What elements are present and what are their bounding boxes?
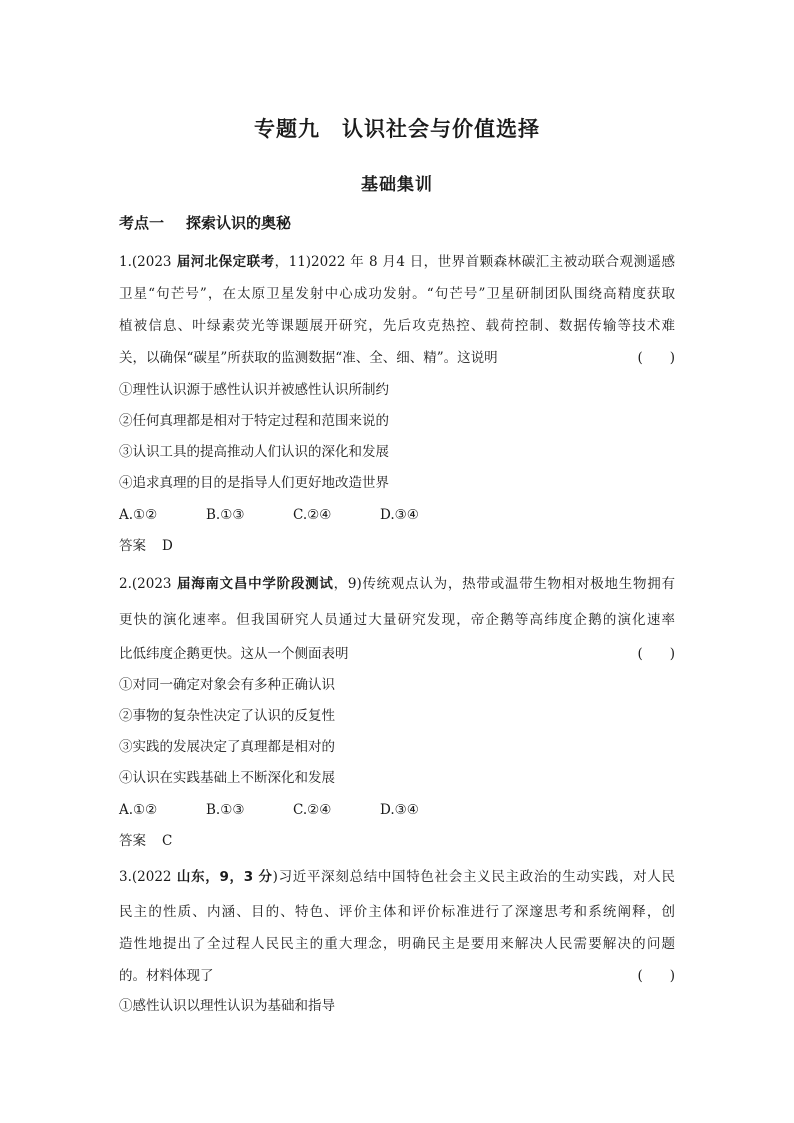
- question-stem-line: 3.(2022 山东，9，3 分)习近平深刻总结中国特色社会主义民主政治的生动实践，对人民: [119, 869, 675, 885]
- option-a: A.①②: [119, 507, 158, 523]
- question-stem-line: 关，以确保“碳星”所获取的监测数据“准、全、细、精”。这说明 ( ): [119, 350, 675, 366]
- answer-options: [119, 800, 675, 820]
- statement-item: ②事物的复杂性决定了认识的反复性: [119, 708, 335, 724]
- answer-label: 答案: [119, 833, 146, 849]
- answer-parenthesis: ( ): [637, 646, 675, 662]
- question-stem-line: 比低纬度企鹅更快。这从一个侧面表明 ( ): [119, 646, 675, 662]
- answer-value: D: [162, 538, 173, 554]
- statement-item: ③认识工具的提高推动人们认识的深化和发展: [119, 444, 389, 460]
- answer-parenthesis: ( ): [637, 350, 675, 366]
- question-stem-line: 造性地提出了全过程人民民主的重大理念，明确民主是要用来解决人民需要解决的问题: [119, 936, 675, 952]
- option-d: D.③④: [380, 802, 419, 818]
- option-b: B.①③: [206, 507, 245, 523]
- question-stem-line: 的。材料体现了 ( ): [119, 968, 675, 984]
- question-stem-line: 民主的性质、内涵、目的、特色、评价主体和评价标准进行了深邃思考和系统阐释，创: [119, 904, 675, 920]
- statement-item: ③实践的发展决定了真理都是相对的: [119, 739, 335, 755]
- answer-parenthesis: ( ): [637, 968, 675, 984]
- page-subtitle: 基础集训: [361, 175, 433, 195]
- question-stem-line: 2.(2023 届海南文昌中学阶段测试，9)传统观点认为，热带或温带生物相对极地生物拥有: [119, 576, 675, 592]
- answer-label: 答案: [119, 538, 146, 554]
- option-a: A.①②: [119, 802, 158, 818]
- statement-item: ④追求真理的目的是指导人们更好地改造世界: [119, 475, 389, 491]
- question-stem-line: 植被信息、叶绿素荧光等课题展开研究，先后攻克热控、载荷控制、数据传输等技术难: [119, 318, 675, 334]
- statement-item: ②任何真理都是相对于特定过程和范围来说的: [119, 413, 389, 429]
- statement-item: ①理性认识源于感性认识并被感性认识所制约: [119, 382, 389, 398]
- statement-item: ①感性认识以理性认识为基础和指导: [119, 998, 335, 1014]
- section-heading: [119, 212, 291, 233]
- section-name: 探索认识的奥秘: [186, 214, 292, 232]
- answer-line: [119, 831, 675, 851]
- option-d: D.③④: [380, 507, 419, 523]
- statement-item: ④认识在实践基础上不断深化和发展: [119, 770, 335, 786]
- section-label: 考点一: [119, 214, 165, 232]
- option-c: C.②④: [293, 507, 332, 523]
- question-source: 届海南文昌中学阶段测试: [171, 576, 334, 592]
- option-b: B.①③: [206, 802, 245, 818]
- statement-item: ①对同一确定对象会有多种正确认识: [119, 677, 335, 693]
- question-stem-line: 卫星“句芒号”，在太原卫星发射中心成功发射。“句芒号”卫星研制团队围绕高精度获取: [119, 286, 675, 302]
- question-stem-line: 1.(2023 届河北保定联考，11)2022 年 8 月4 日，世界首颗森林碳汇主被动联合观测遥感: [119, 254, 675, 270]
- page-title: 专题九 认识社会与价值选择: [254, 117, 540, 141]
- question-stem-line: 更快的演化速率。但我国研究人员通过大量研究发现，帝企鹅等高纬度企鹅的演化速率: [119, 612, 675, 628]
- answer-options: [119, 505, 675, 525]
- option-c: C.②④: [293, 802, 332, 818]
- answer-value: C: [162, 833, 173, 849]
- answer-line: [119, 536, 675, 556]
- question-source: 届河北保定联考: [171, 254, 275, 270]
- question-source: 山东，9，3 分: [171, 869, 273, 885]
